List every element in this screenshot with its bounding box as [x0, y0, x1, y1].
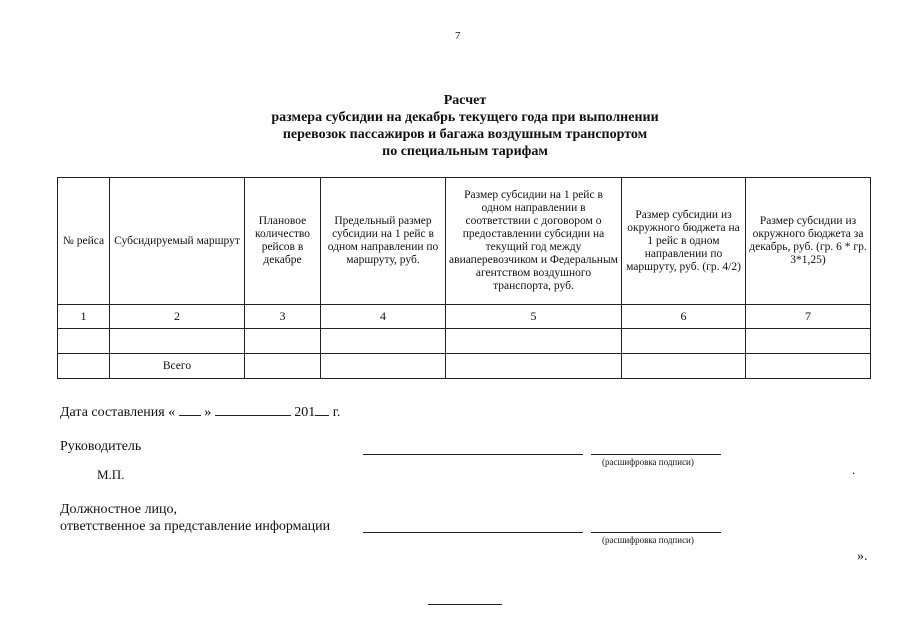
head-signature-caption: (расшифровка подписи): [602, 457, 694, 467]
date-middle: »: [204, 405, 212, 420]
head-signature-line[interactable]: [363, 454, 583, 455]
header-max-subsidy: Предельный размер субсидии на 1 рейс в одном направлении по маршруту, руб.: [321, 178, 446, 305]
year-blank[interactable]: [315, 403, 329, 416]
column-number: 3: [245, 305, 321, 329]
table-cell: [110, 329, 245, 354]
stamp-label: М.П.: [97, 467, 125, 482]
column-number-row: [58, 305, 871, 329]
year-prefix: 201: [294, 405, 316, 420]
table-cell: [245, 329, 321, 354]
table-cell: [446, 329, 622, 354]
column-number: 6: [622, 305, 746, 329]
official-signature-line[interactable]: [363, 532, 583, 533]
column-number: 4: [321, 305, 446, 329]
table-cell: [321, 329, 446, 354]
table-cell: [321, 354, 446, 379]
table-row: [58, 329, 871, 354]
total-row: [58, 354, 871, 379]
official-label-line1: Должностное лицо,: [60, 502, 178, 517]
total-label: Всего: [110, 354, 245, 379]
day-blank[interactable]: [179, 403, 201, 416]
title-line-1: Расчет: [443, 93, 487, 108]
head-label: Руководитель: [60, 439, 142, 454]
title-line-2: размера субсидии на декабрь текущего года при выполнении: [271, 110, 659, 125]
header-route: Субсидируемый маршрут: [110, 178, 245, 305]
date-line: [60, 403, 340, 421]
header-row: [58, 178, 871, 305]
stray-dot: .: [852, 462, 856, 477]
column-number: 2: [110, 305, 245, 329]
official-name-line[interactable]: [591, 532, 721, 533]
table-cell: [746, 329, 871, 354]
year-suffix: г.: [332, 405, 341, 420]
table-cell: [446, 354, 622, 379]
table-cell: [58, 354, 110, 379]
page-number: 7: [455, 30, 461, 42]
table-cell: [746, 354, 871, 379]
month-blank[interactable]: [215, 403, 291, 416]
column-number: 1: [58, 305, 110, 329]
title-line-4: по специальным тарифам: [382, 144, 548, 159]
table-cell: [622, 354, 746, 379]
head-name-line[interactable]: [591, 454, 721, 455]
table-cell: [245, 354, 321, 379]
column-number: 5: [446, 305, 622, 329]
header-district-subsidy-per-flight: Размер субсидии из окружного бюджета на 1 рейс в одном направлении по маршруту, руб. (гр. 4/2): [622, 178, 746, 305]
subsidy-table: [57, 177, 871, 379]
title-line-3: перевозок пассажиров и багажа воздушным транспортом: [282, 127, 648, 142]
closing-mark: ».: [857, 549, 868, 564]
header-district-subsidy-december: Размер субсидии из окружного бюджета за декабрь, руб. (гр. 6 * гр. 3*1,25): [746, 178, 871, 305]
official-signature-caption: (расшифровка подписи): [602, 535, 694, 545]
table-cell: [622, 329, 746, 354]
official-label-line2: ответственное за представление информации: [60, 519, 331, 534]
column-number: 7: [746, 305, 871, 329]
table-cell: [58, 329, 110, 354]
document-title: [200, 92, 730, 160]
footer-separator: [428, 604, 502, 605]
header-planned-flights: Плановое количество рейсов в декабре: [245, 178, 321, 305]
header-flight-number: № рейса: [58, 178, 110, 305]
header-contract-subsidy: Размер субсидии на 1 рейс в одном направлении в соответствии с договором о предоставлении субсидии на текущий год между авиаперевозчиком и Федеральным агентством воздушного транспорта, руб.: [446, 178, 622, 305]
date-prefix: Дата составления «: [60, 405, 176, 420]
